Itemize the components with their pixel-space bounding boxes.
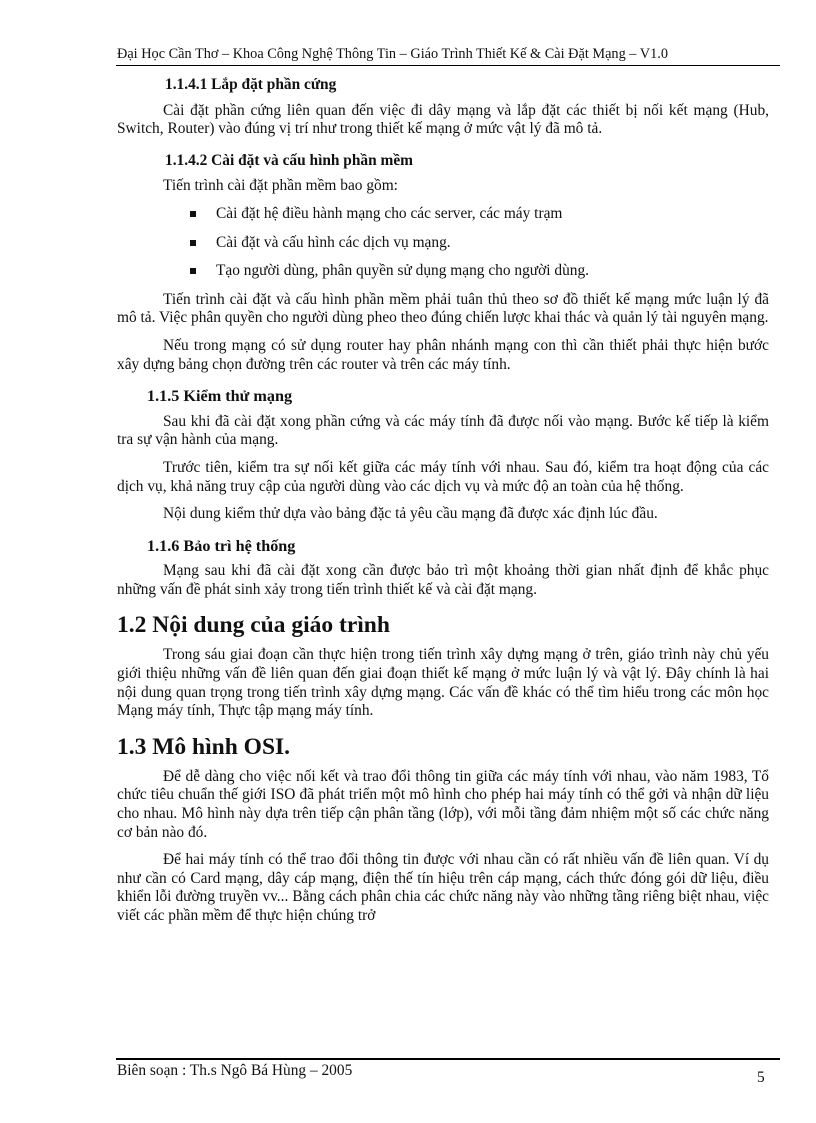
list-item: Cài đặt và cấu hình các dịch vụ mạng. xyxy=(117,234,769,253)
paragraph: Trước tiên, kiểm tra sự nối kết giữa các máy tính với nhau. Sau đó, kiểm tra hoạt động của các dịch vụ, khả năng truy cập của người dùng vào các dịch vụ và mức độ an toàn của hệ thống. xyxy=(117,458,769,495)
paragraph: Để hai máy tính có thể trao đổi thông tin được với nhau cần có rất nhiều vấn đề liên quan. Ví dụ như cần có Card mạng, dây cáp mạng, điện thế tín hiệu trên cáp mạng, cách thức đóng gói dữ liệu, điều khiển lỗi đường truyền vv... Bằng cách phân chia các chức năng này vào những tầng riêng biệt nhau, việc viết các phần mềm để thực hiện chúng trở xyxy=(117,851,769,924)
bullet-list xyxy=(117,205,769,281)
paragraph: Nếu trong mạng có sử dụng router hay phân nhánh mạng con thì cần thiết phải thực hiện bước xây dựng bảng chọn đường trên các router và trên các máy tính. xyxy=(117,336,769,373)
footer-rule xyxy=(116,1058,780,1060)
square-bullet-icon xyxy=(190,268,196,274)
page-number: 5 xyxy=(757,1069,765,1086)
paragraph: Trong sáu giai đoạn cần thực hiện trong tiến trình xây dựng mạng ở trên, giáo trình này chủ yếu giới thiệu những vấn đề liên quan đến giai đoạn thiết kế mạng ở mức luận lý và vật lý. Đây chính là hai nội dung quan trọng trong tiến trình xây dựng mạng. Các vấn đề khác có thể tìm hiểu trong các môn học Mạng máy tính, Thực tập mạng máy tính. xyxy=(117,646,769,720)
square-bullet-icon xyxy=(190,211,196,217)
heading-1-1-4-1: 1.1.4.1 Lắp đặt phần cứng xyxy=(165,76,337,93)
heading-1-1-5: 1.1.5 Kiểm thử mạng xyxy=(147,387,293,406)
header-rule xyxy=(116,65,780,66)
paragraph: Nội dung kiểm thử dựa vào bảng đặc tả yêu cầu mạng đã được xác định lúc đầu. xyxy=(163,505,658,523)
paragraph: Tiến trình cài đặt và cấu hình phần mềm phải tuân thủ theo sơ đồ thiết kế mạng mức luận lý đã mô tả. Việc phân quyền cho người dùng pheo theo đúng chiến lược khai thác và quản lý tài nguyên mạng. xyxy=(117,290,769,327)
paragraph: Tiến trình cài đặt phần mềm bao gồm: xyxy=(163,177,398,195)
heading-1-1-4-2: 1.1.4.2 Cài đặt và cấu hình phần mềm xyxy=(165,151,414,169)
running-header: Đại Học Cần Thơ – Khoa Công Nghệ Thông Tin – Giáo Trình Thiết Kế & Cài Đặt Mạng – V1.0 xyxy=(117,46,668,62)
list-item: Cài đặt hệ điều hành mạng cho các server, các máy trạm xyxy=(117,205,769,224)
heading-1-3: 1.3 Mô hình OSI. xyxy=(117,733,291,760)
paragraph: Mạng sau khi đã cài đặt xong cần được bảo trì một khoảng thời gian nhất định để khắc phục những vấn đề phát sinh xảy trong tiến trình thiết kế và cài đặt mạng. xyxy=(117,562,769,598)
list-item: Tạo người dùng, phân quyền sử dụng mạng cho người dùng. xyxy=(117,262,769,281)
paragraph: Cài đặt phần cứng liên quan đến việc đi dây mạng và lắp đặt các thiết bị nối kết mạng (Hub, Switch, Router) vào đúng vị trí như trong thiết kế mạng ở mức vật lý đã mô tả. xyxy=(117,101,769,138)
heading-1-2: 1.2 Nội dung của giáo trình xyxy=(117,612,390,639)
page-content xyxy=(117,76,769,926)
square-bullet-icon xyxy=(190,240,196,246)
paragraph: Để dễ dàng cho việc nối kết và trao đổi thông tin giữa các máy tính với nhau, vào năm 1983, Tổ chức tiêu chuẩn thế giới ISO đã phát triển một mô hình cho phép hai máy tính có thể gởi và nhận dữ liệu cho nhau. Mô hình này dựa trên tiếp cận phân tầng (lớp), với mỗi tầng đảm nhiệm một số các chức năng cơ bản nào đó. xyxy=(117,767,769,841)
footer-author: Biên soạn : Th.s Ngô Bá Hùng – 2005 xyxy=(117,1062,353,1079)
paragraph: Sau khi đã cài đặt xong phần cứng và các máy tính đã được nối vào mạng. Bước kế tiếp là kiểm tra sự vận hành của mạng. xyxy=(117,412,769,449)
heading-1-1-6: 1.1.6 Bảo trì hệ thống xyxy=(147,536,296,555)
